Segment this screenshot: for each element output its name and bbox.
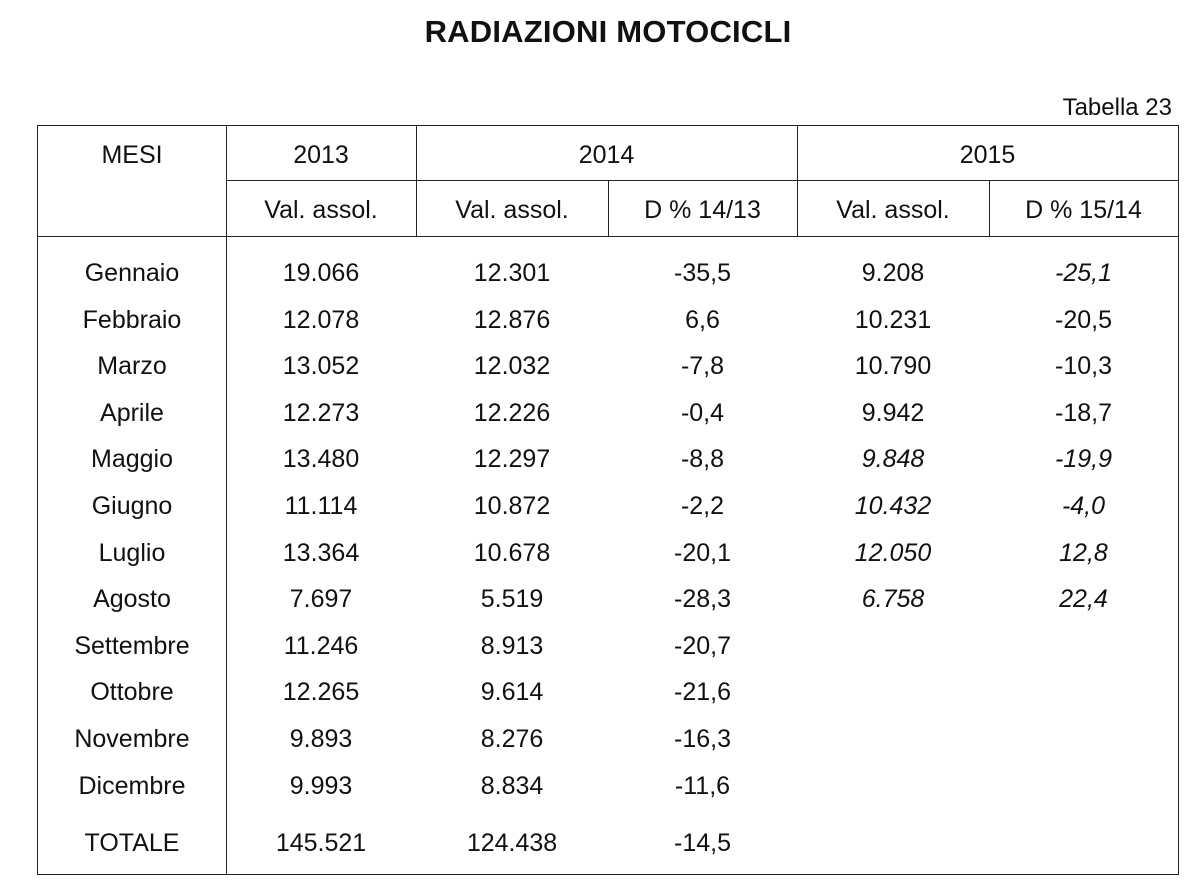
- cell-val-2014: 10.872: [473, 492, 551, 520]
- cell-val-2014: 12.301: [473, 259, 551, 287]
- cell-delta-15-14: -25,1: [1055, 259, 1112, 287]
- total-cell-val-2014: 124.438: [466, 829, 558, 857]
- header-2014: 2014: [578, 141, 635, 169]
- cell-val-2013: 19.066: [282, 259, 360, 287]
- cell-val-2014: 12.297: [473, 445, 551, 474]
- total-cell-delta-14-13: -14,5: [674, 829, 731, 857]
- cell-val-2015: 9.848: [861, 445, 925, 474]
- cell-delta-15-14: -20,5: [1055, 305, 1112, 334]
- header-mesi: MESI: [101, 141, 163, 169]
- cell-delta-15-14: -18,7: [1055, 398, 1112, 427]
- cell-delta-15-14: -4,0: [1061, 492, 1106, 520]
- cell-delta-14-13: -21,6: [674, 678, 731, 707]
- header-val-assol-2014: Val. assol.: [455, 196, 569, 224]
- cell-val-2014: 12.032: [473, 352, 551, 381]
- header-d-15-14: D % 15/14: [1025, 196, 1142, 224]
- cell-mese: Luglio: [98, 538, 166, 567]
- cell-val-2013: 12.265: [282, 678, 360, 707]
- table-number-label: Tabella 23: [1062, 94, 1172, 121]
- cell-mese: Giugno: [91, 492, 173, 520]
- header-2013: 2013: [293, 141, 349, 169]
- cell-delta-14-13: -16,3: [674, 725, 731, 753]
- cell-mese: Novembre: [74, 725, 190, 753]
- cell-mese: Marzo: [97, 352, 167, 381]
- cell-val-2013: 12.273: [282, 398, 360, 427]
- cell-delta-14-13: 6,6: [685, 305, 720, 334]
- cell-val-2015: 10.432: [854, 492, 932, 520]
- cell-delta-14-13: -7,8: [680, 352, 725, 381]
- cell-val-2014: 8.276: [480, 725, 544, 753]
- cell-val-2013: 9.893: [289, 725, 353, 753]
- cell-val-2013: 12.078: [282, 305, 360, 334]
- data-table: [37, 125, 1179, 875]
- cell-val-2014: 10.678: [473, 538, 551, 567]
- cell-val-2015: 10.231: [854, 305, 932, 334]
- header-val-assol-2013: Val. assol.: [264, 196, 378, 224]
- cell-val-2014: 12.226: [473, 398, 551, 427]
- cell-val-2013: 7.697: [289, 585, 353, 614]
- total-cell-val-2013: 145.521: [275, 829, 367, 857]
- cell-val-2015: 12.050: [854, 538, 932, 567]
- cell-mese: Settembre: [74, 631, 190, 660]
- cell-mese: Gennaio: [84, 259, 180, 287]
- cell-val-2014: 12.876: [473, 305, 551, 334]
- cell-val-2015: 6.758: [861, 585, 925, 614]
- cell-delta-15-14: -10,3: [1055, 352, 1112, 381]
- cell-val-2015: 10.790: [854, 352, 932, 381]
- cell-delta-15-14: 22,4: [1059, 585, 1108, 614]
- cell-val-2014: 8.834: [480, 771, 544, 800]
- cell-val-2014: 5.519: [480, 585, 544, 614]
- cell-val-2013: 11.246: [283, 631, 359, 660]
- header-val-assol-2015: Val. assol.: [836, 196, 950, 224]
- cell-val-2014: 8.913: [480, 631, 544, 660]
- cell-delta-15-14: 12,8: [1059, 538, 1108, 567]
- cell-delta-14-13: -11,6: [674, 771, 731, 800]
- cell-val-2013: 13.364: [282, 538, 360, 567]
- header-d-14-13: D % 14/13: [644, 196, 761, 224]
- cell-mese: Agosto: [93, 585, 171, 614]
- cell-val-2014: 9.614: [480, 678, 544, 707]
- cell-mese: Maggio: [91, 445, 173, 474]
- cell-delta-14-13: -20,1: [674, 538, 731, 567]
- cell-val-2015: 9.942: [861, 398, 925, 427]
- row-divider: [38, 236, 1178, 237]
- cell-delta-14-13: -20,7: [674, 631, 731, 660]
- cell-delta-14-13: -2,2: [680, 492, 725, 520]
- cell-mese: Aprile: [100, 398, 164, 427]
- cell-val-2015: 9.208: [861, 259, 925, 287]
- cell-val-2013: 13.480: [282, 445, 360, 474]
- page-title: RADIAZIONI MOTOCICLI: [424, 14, 792, 49]
- total-cell-mese: TOTALE: [84, 829, 180, 857]
- cell-val-2013: 13.052: [282, 352, 360, 381]
- header-2015: 2015: [959, 141, 1016, 169]
- cell-delta-14-13: -8,8: [680, 445, 725, 474]
- row-divider: [226, 180, 1178, 181]
- cell-delta-14-13: -35,5: [674, 259, 731, 287]
- cell-val-2013: 9.993: [289, 771, 353, 800]
- cell-delta-15-14: -19,9: [1055, 445, 1112, 474]
- cell-val-2013: 11.114: [284, 492, 358, 520]
- cell-delta-14-13: -0,4: [680, 398, 725, 427]
- cell-mese: Dicembre: [78, 771, 186, 800]
- cell-delta-14-13: -28,3: [674, 585, 731, 614]
- cell-mese: Febbraio: [82, 305, 182, 334]
- cell-mese: Ottobre: [90, 678, 174, 707]
